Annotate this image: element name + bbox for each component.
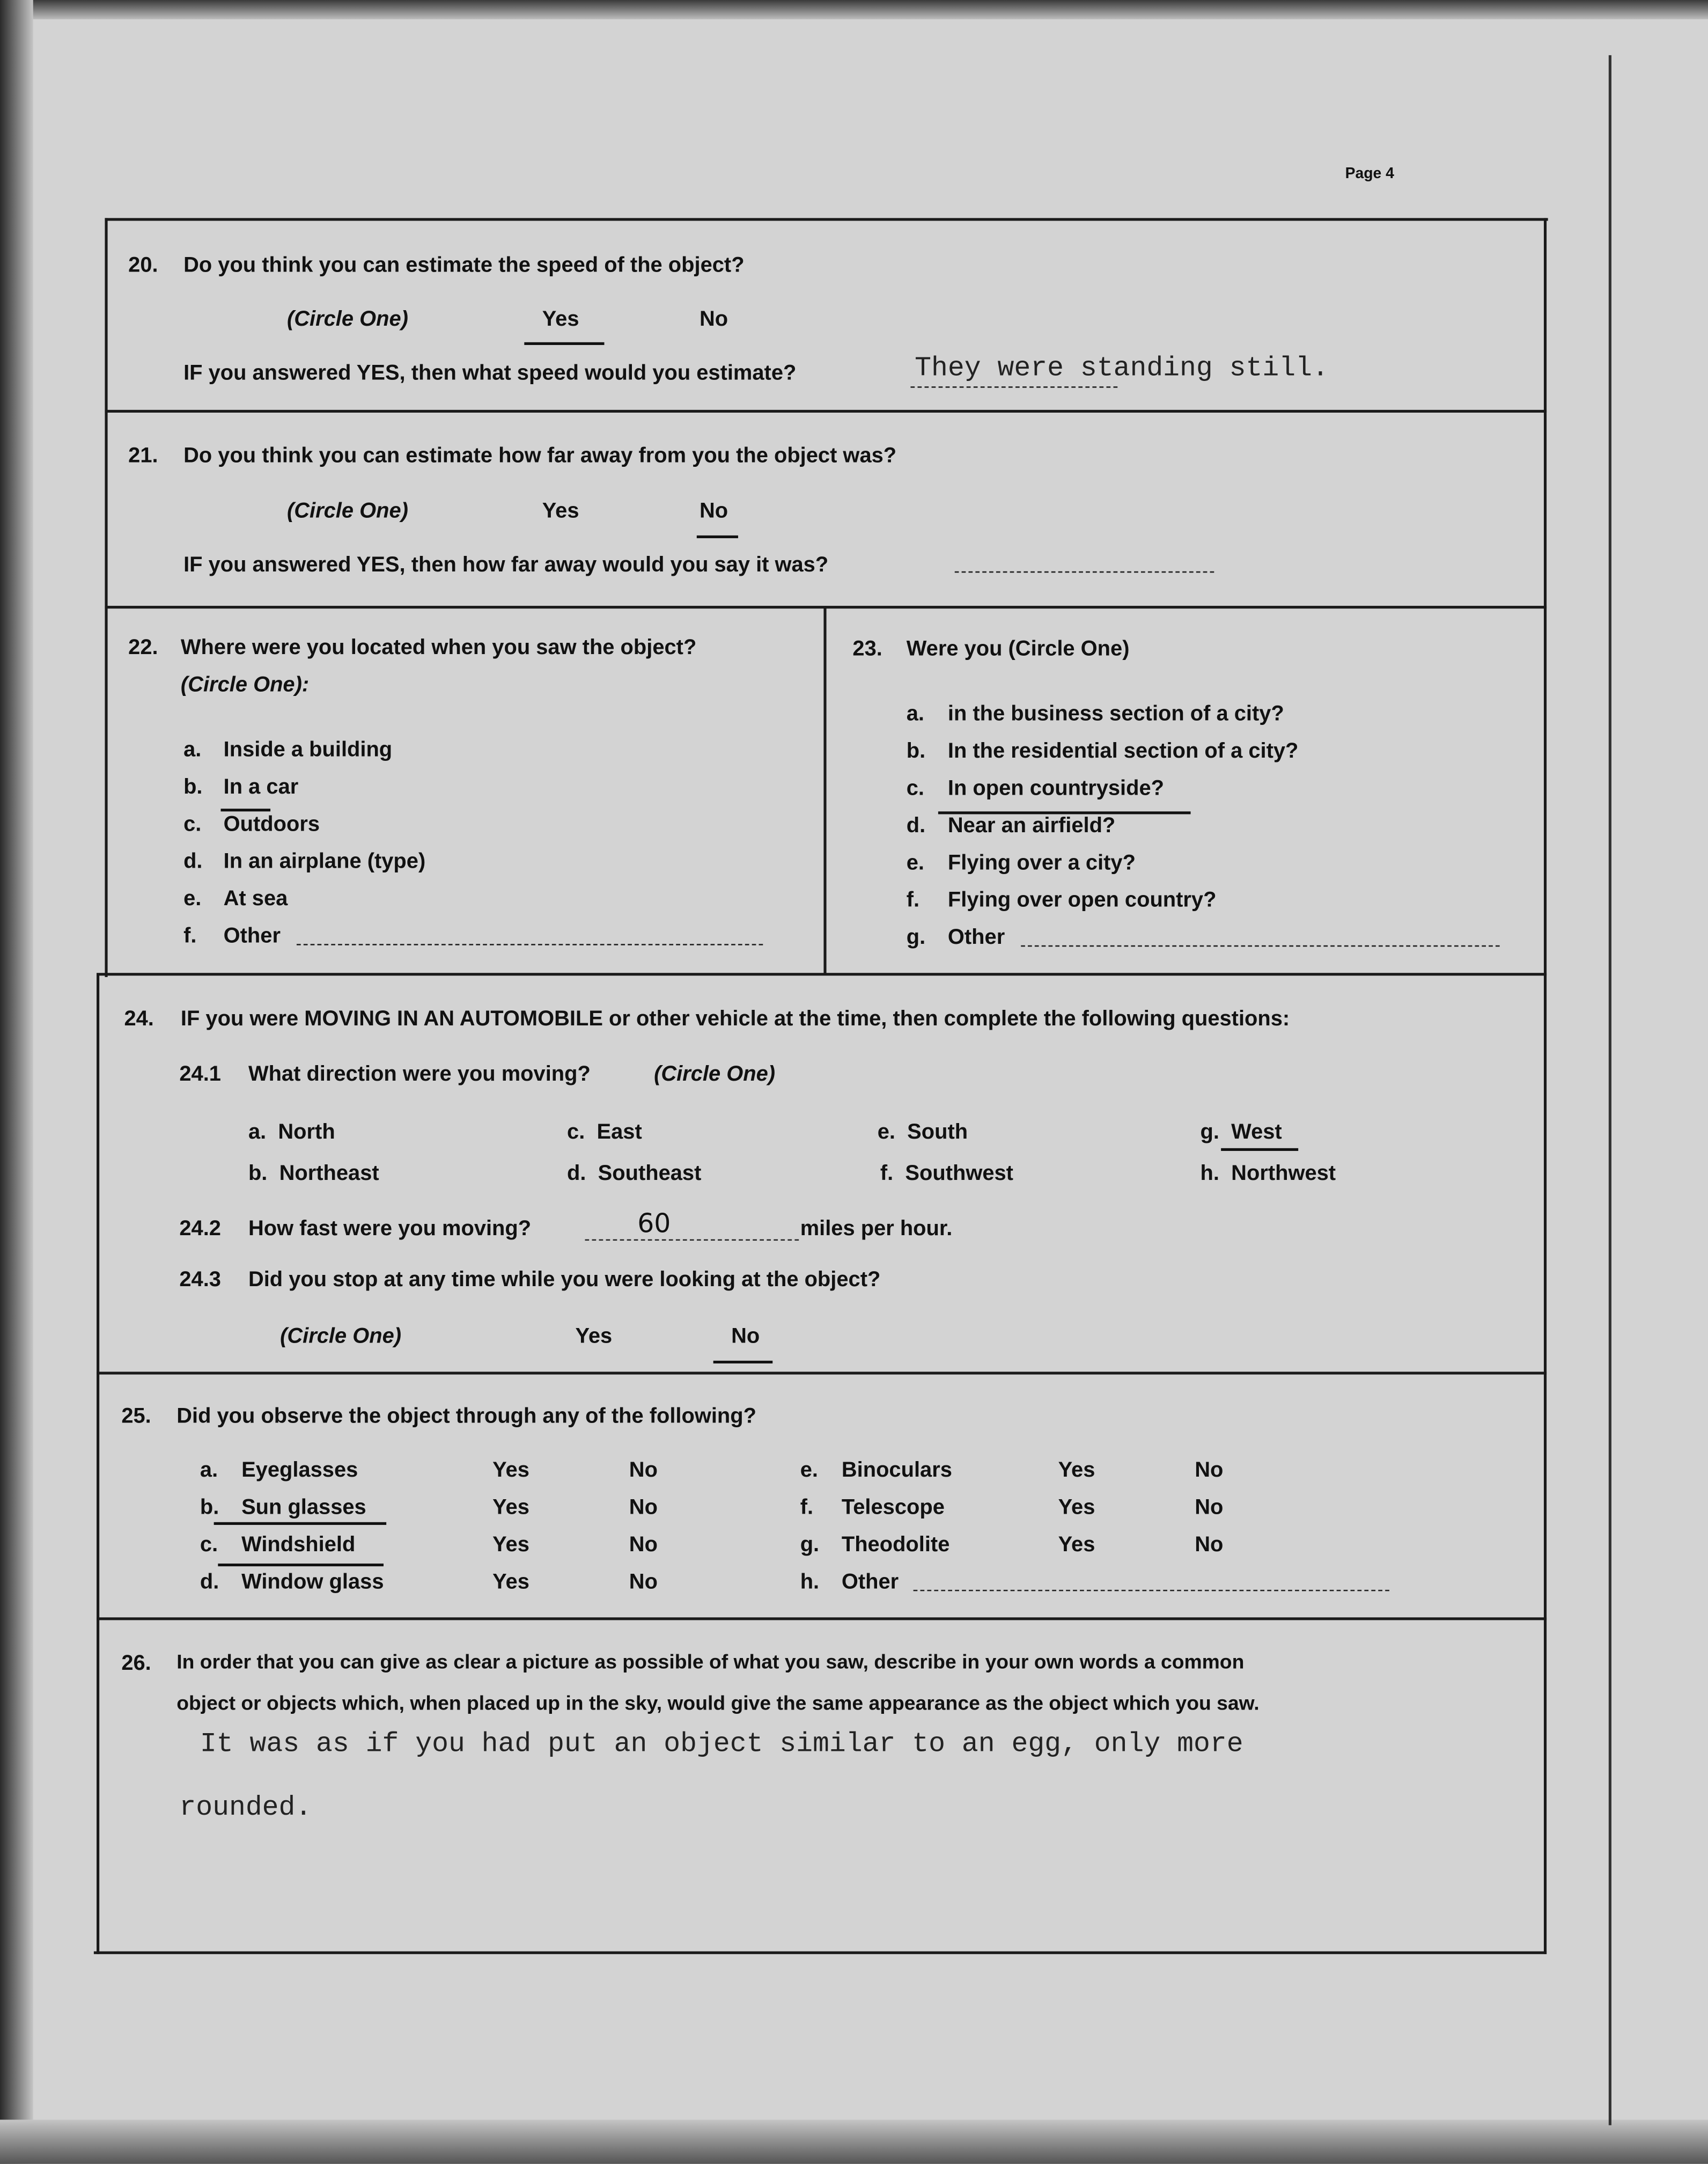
q25-yes-option[interactable]: Yes — [492, 1570, 529, 1594]
q21-question: Do you think you can estimate how far away from you the object was? — [183, 444, 897, 468]
q25-option-label: Binoculars — [841, 1458, 952, 1483]
q25-number: 25. — [121, 1405, 151, 1428]
option-letter: a. — [906, 702, 925, 726]
option-letter: a. — [248, 1120, 267, 1145]
q24-question: IF you were MOVING IN AN AUTOMOBILE or other vehicle at the time, then complete the following questions: — [180, 1007, 1290, 1031]
option-letter: c. — [200, 1533, 218, 1557]
q25-selection-mark — [218, 1564, 384, 1566]
q25-option-label: Window glass — [241, 1570, 384, 1594]
q23-question: Were you (Circle One) — [906, 637, 1130, 661]
scan-edge — [0, 2119, 1708, 2163]
direction-option — [878, 1120, 968, 1145]
q22-other-field[interactable] — [297, 944, 763, 945]
q243-no-underline — [713, 1361, 773, 1363]
direction-label[interactable]: Southwest — [905, 1162, 1013, 1186]
q25-selection-mark — [214, 1522, 386, 1525]
q241-number: 24.1 — [179, 1062, 221, 1087]
section-divider — [105, 410, 1547, 413]
q23-number: 23. — [852, 637, 882, 661]
q21-number: 21. — [128, 444, 158, 468]
option-letter: d. — [200, 1570, 219, 1594]
q22-number: 22. — [128, 636, 158, 660]
direction-option — [1201, 1120, 1282, 1145]
q25-option-label: Theodolite — [841, 1533, 950, 1557]
option-letter: c. — [906, 776, 925, 801]
q22-option[interactable]: In an airplane (type) — [223, 850, 426, 874]
scan-edge — [0, 0, 33, 2164]
page-label: Page 4 — [1345, 165, 1394, 182]
direction-option — [567, 1120, 642, 1145]
form-border — [105, 218, 107, 977]
scan-edge — [1609, 55, 1611, 2125]
option-letter: f. — [880, 1162, 894, 1186]
option-letter: h. — [1200, 1162, 1219, 1186]
q241-selection-mark — [1221, 1148, 1298, 1151]
q242-answer-line — [585, 1239, 799, 1241]
q25-no-option[interactable]: No — [629, 1458, 658, 1483]
q20-number: 20. — [128, 254, 158, 277]
q25-yes-option[interactable]: Yes — [1058, 1495, 1095, 1520]
option-letter: a. — [200, 1458, 218, 1483]
q22-option[interactable]: Other — [223, 925, 281, 948]
q26-question-line1: In order that you can give as clear a picture as possible of what you saw, describe in your own words a common — [176, 1652, 1245, 1674]
q20-question: Do you think you can estimate the speed of the object? — [183, 254, 745, 277]
direction-label[interactable]: East — [597, 1120, 642, 1145]
q24-number: 24. — [124, 1007, 154, 1031]
q23-option[interactable]: In open countryside? — [947, 776, 1165, 801]
q22-selection-mark — [221, 809, 271, 811]
q21-no-option[interactable]: No — [699, 500, 728, 523]
q25-question: Did you observe the object through any of the following? — [176, 1405, 757, 1428]
q20-answer-line — [910, 386, 1117, 388]
option-letter: f. — [800, 1495, 814, 1520]
q20-circle-label: (Circle One) — [286, 307, 408, 332]
q21-answer-field[interactable] — [955, 571, 1214, 573]
q26-number: 26. — [121, 1652, 151, 1676]
q21-followup: IF you answered YES, then how far away would you say it was? — [183, 553, 829, 577]
q22-option[interactable]: Outdoors — [223, 812, 320, 837]
q25-yes-option[interactable]: Yes — [492, 1533, 529, 1557]
q21-no-underline — [697, 536, 738, 538]
q22-option[interactable]: In a car — [223, 775, 299, 799]
option-letter: d. — [567, 1162, 586, 1186]
form-border — [97, 974, 99, 1954]
q22-option[interactable]: Inside a building — [223, 738, 393, 762]
q22-question: Where were you located when you saw the object? — [180, 636, 697, 660]
option-letter: f. — [906, 889, 920, 913]
direction-option — [880, 1162, 1013, 1187]
section-divider — [97, 1371, 1547, 1374]
option-letter: e. — [877, 1120, 896, 1145]
q21-circle-label: (Circle One) — [286, 500, 408, 523]
q242-question: How fast were you moving? — [248, 1217, 532, 1241]
q243-no-option[interactable]: No — [731, 1325, 760, 1348]
q25-no-option[interactable]: No — [629, 1533, 658, 1557]
direction-option — [1201, 1162, 1336, 1187]
q26-question-line2: object or objects which, when placed up in the sky, would give the same appearance as the object which you saw. — [176, 1693, 1260, 1715]
option-letter: g. — [800, 1533, 820, 1557]
option-letter: e. — [183, 887, 202, 911]
option-letter: b. — [248, 1162, 268, 1186]
q25-option-label: Eyeglasses — [241, 1458, 358, 1483]
option-letter: g. — [906, 926, 926, 950]
direction-label[interactable]: Northwest — [1231, 1162, 1336, 1186]
q23-option[interactable]: Other — [947, 926, 1005, 950]
option-letter: h. — [800, 1570, 820, 1594]
q243-yes-option[interactable]: Yes — [575, 1325, 613, 1348]
q23-option[interactable]: In the residential section of a city? — [947, 739, 1299, 764]
q25-other-field[interactable] — [914, 1590, 1389, 1591]
q20-answer-field[interactable]: They were standing still. — [915, 353, 1329, 385]
q243-circle-label: (Circle One) — [280, 1325, 402, 1348]
q23-option[interactable]: in the business section of a city? — [947, 702, 1284, 726]
q25-option-label: Sun glasses — [241, 1495, 366, 1520]
option-letter: d. — [183, 850, 203, 874]
form-border — [105, 218, 1548, 221]
option-letter: f. — [183, 925, 197, 948]
q20-yes-option[interactable]: Yes — [542, 307, 579, 332]
q21-yes-option[interactable]: Yes — [542, 500, 579, 523]
q241-question: What direction were you moving? — [248, 1062, 591, 1087]
column-divider — [823, 607, 826, 974]
q20-no-option[interactable]: No — [699, 307, 728, 332]
direction-label[interactable]: Southeast — [598, 1162, 702, 1186]
q243-question: Did you stop at any time while you were looking at the object? — [248, 1268, 881, 1292]
q23-option[interactable]: Near an airfield? — [947, 814, 1116, 838]
form-border — [1544, 218, 1547, 1954]
option-letter: a. — [183, 738, 202, 762]
q22-option[interactable]: At sea — [223, 887, 288, 911]
q25-option-label: Telescope — [841, 1495, 945, 1520]
q25-option-label: Other — [841, 1570, 899, 1594]
q25-yes-option[interactable]: Yes — [1058, 1458, 1095, 1483]
q20-followup: IF you answered YES, then what speed would you estimate? — [183, 361, 797, 385]
direction-option — [248, 1162, 379, 1187]
q26-answer-line1[interactable]: It was as if you had put an object similar to an egg, only more — [200, 1729, 1243, 1761]
option-letter: g. — [1200, 1120, 1219, 1145]
option-letter: b. — [200, 1495, 219, 1520]
direction-label[interactable]: North — [278, 1120, 335, 1145]
scan-edge — [0, 0, 1708, 19]
option-letter: c. — [567, 1120, 585, 1145]
q243-number: 24.3 — [179, 1268, 221, 1292]
q242-unit: miles per hour. — [800, 1217, 953, 1241]
q25-yes-option[interactable]: Yes — [492, 1458, 529, 1483]
section-divider — [97, 973, 1547, 975]
section-divider — [97, 1617, 1547, 1620]
direction-label[interactable]: South — [907, 1120, 968, 1145]
option-letter: b. — [906, 739, 926, 764]
q241-circle-label: (Circle One) — [654, 1062, 776, 1087]
option-letter: c. — [183, 812, 202, 837]
option-letter: b. — [183, 775, 203, 799]
q242-number: 24.2 — [179, 1217, 221, 1241]
direction-option — [567, 1162, 701, 1187]
direction-option — [248, 1120, 335, 1145]
q242-answer-field[interactable]: 60 — [637, 1208, 671, 1239]
q26-answer-line2[interactable]: rounded. — [179, 1792, 312, 1825]
q23-option[interactable]: Flying over open country? — [947, 889, 1217, 913]
q23-other-field[interactable] — [1021, 945, 1499, 947]
option-letter: d. — [906, 814, 926, 838]
q25-no-option[interactable]: No — [629, 1495, 658, 1520]
q25-no-option[interactable]: No — [1195, 1495, 1224, 1520]
direction-label[interactable]: Northeast — [279, 1162, 379, 1186]
direction-label[interactable]: West — [1231, 1120, 1282, 1145]
q25-option-label: Windshield — [241, 1533, 356, 1557]
form-border — [94, 1952, 1547, 1954]
q20-yes-underline — [524, 342, 604, 345]
q25-no-option[interactable]: No — [629, 1570, 658, 1594]
q22-circle-label: (Circle One): — [180, 673, 310, 697]
q25-yes-option[interactable]: Yes — [1058, 1533, 1095, 1557]
q25-no-option[interactable]: No — [1195, 1533, 1224, 1557]
q25-yes-option[interactable]: Yes — [492, 1495, 529, 1520]
q25-no-option[interactable]: No — [1195, 1458, 1224, 1483]
option-letter: e. — [906, 851, 925, 875]
q23-option[interactable]: Flying over a city? — [947, 851, 1136, 875]
option-letter: e. — [800, 1458, 818, 1483]
